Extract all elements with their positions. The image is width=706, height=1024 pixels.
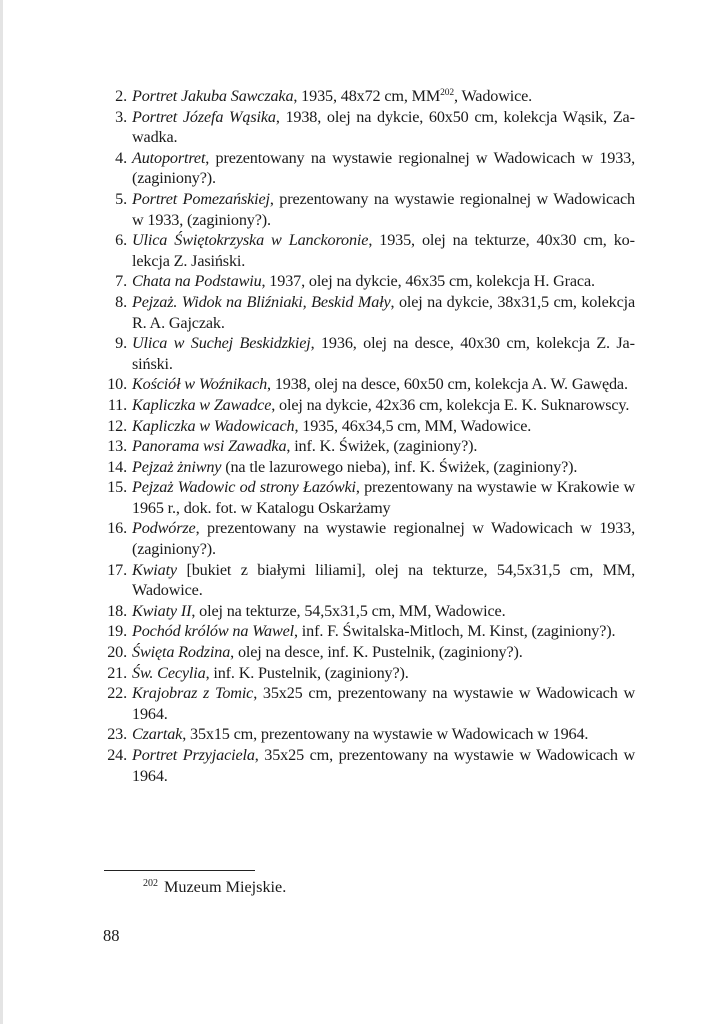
item-body [132,230,635,271]
item-body [132,416,635,437]
item-body [132,642,635,663]
item-details: , 35x25 cm, prezentowany na wystawie w Wadowicach w 1964. [132,746,636,785]
list-item [102,683,635,724]
item-body [132,395,635,416]
item-details: , 1935, 48x72 cm, MM [293,87,441,105]
list-item [102,416,635,437]
item-details: , prezentowany na wystawie regionalnej w Wadowicach w 1933, (zaginiony?). [132,189,635,229]
list-item [102,271,635,292]
item-body [132,86,635,107]
list-item [102,374,635,395]
item-details: , prezentowany na wystawie regionalnej w Wadowicach w 1933, (zaginiony?). [132,148,635,188]
item-title: Pochód królów na Wawel [132,622,295,641]
list-item [102,107,635,148]
list-item [102,333,635,374]
item-number: 5. [115,189,127,208]
item-title: Chata na Podstawiu [132,272,262,291]
item-title: Autoportret [132,148,206,167]
item-body [132,271,635,292]
item-details: , 1938, olej na desce, 60x50 cm, kolekcja A. W. Gawęda. [267,375,628,394]
item-number: 2. [115,87,127,105]
item-title: Kapliczka w Zawadce [132,395,272,414]
item-details: , inf. K. Pustelnik, (zaginiony?). [205,663,409,682]
item-number: 11. [107,395,127,414]
item-number: 9. [115,334,127,353]
item-title: Portret Józefa Wąsika [132,107,276,126]
item-body [132,436,635,457]
item-body [132,292,635,333]
list-item [102,560,635,601]
item-details: , 1935, 46x34,5 cm, MM, Wadowice. [294,416,532,435]
item-title: Podwórze [132,519,196,538]
list-item [102,724,635,745]
list-item [102,230,635,271]
item-number: 6. [115,231,127,250]
item-number: 17. [107,560,127,579]
item-title: Pejzaż. Widok na Bliźniaki, Beskid Mały [132,292,391,311]
item-title: Pejzaż Wadowic od strony Łazówki [132,478,356,497]
footnote-text: Muzeum Miejskie. [164,878,287,896]
item-body [132,724,635,745]
item-number: 4. [115,148,127,167]
footnote-reference[interactable]: 202 [440,88,454,98]
item-details: , olej na dykcie, 42x36 cm, kolekcja E. K. Suknarowscy. [271,395,630,414]
item-title: Kościół w Woźnikach [132,375,268,394]
item-body [132,745,635,786]
item-number: 23. [107,725,127,744]
list-item [102,642,635,663]
item-number: 18. [107,601,127,620]
item-number: 13. [107,437,127,456]
list-item [102,148,635,189]
item-title: Panorama wsi Zawadka [132,437,287,456]
item-body [132,477,635,518]
item-details: , inf. K. Świżek, (zaginiony?). [286,437,478,456]
item-body [132,560,635,601]
item-body [132,107,635,148]
list-item [102,86,635,107]
item-body [132,601,635,622]
item-title: Kapliczka w Wadowicach [132,416,295,435]
item-number: 3. [115,107,127,126]
item-number: 10. [107,375,127,394]
footnote [143,877,286,897]
list-item [102,292,635,333]
item-body [132,189,635,230]
item-body [132,457,635,478]
item-number: 15. [107,478,127,497]
item-details-tail: , Wadowice. [453,87,533,105]
list-item [102,395,635,416]
item-number: 21. [107,663,127,682]
item-details: , olej na dykcie, 38x31,5 cm, kolekcja R. A. Gajczak. [132,292,635,332]
item-title: Ulica Świętokrzyska w Lanckoronie [132,231,369,250]
item-number: 12. [107,416,127,435]
item-details: , olej na tekturze, 54,5x31,5 cm, MM, Wadowice. [191,601,506,620]
item-body [132,333,635,374]
artwork-list [102,86,635,786]
item-details: [bukiet z białymi liliami], olej na tekturze, 54,5x31,5 cm, MM, Wadowice. [132,560,635,600]
list-item [102,477,635,518]
item-title: Portret Przyjaciela [132,746,255,764]
item-title: Święta Rodzina [132,643,231,662]
item-body [132,148,635,189]
item-body [132,621,635,642]
item-details: , prezentowany na wystawie regionalnej w Wadowicach w 1933, (zaginiony?). [132,519,635,559]
list-item [102,601,635,622]
list-item [102,189,635,230]
item-body [132,374,635,395]
item-number: 8. [115,292,127,311]
item-title: Krajobraz z Tomic [132,684,254,703]
item-body [132,518,635,559]
page-edge-shadow [0,0,3,1024]
item-body [132,683,635,724]
item-details: , olej na desce, inf. K. Pustelnik, (zaginiony?). [230,643,523,662]
footnote-separator [104,870,255,871]
item-number: 22. [107,684,127,703]
item-title: Kwiaty [132,560,177,579]
footnote-marker: 202 [143,878,158,889]
list-item [102,663,635,684]
item-details: , inf. F. Świtalska-Mitloch, M. Kinst, (zaginiony?). [294,622,616,641]
item-body [132,663,635,684]
item-details: , prezentowany na wystawie w Krakowie w 1965 r., dok. fot. w Katalogu Oskarżamy [132,478,635,517]
item-title: Czartak [132,725,183,744]
list-item [102,457,635,478]
item-details: , 1936, olej na desce, 40x30 cm, kolekcja Z. Jasiński. [132,334,635,373]
item-title: Portret Jakuba Sawczaka [132,87,294,105]
item-number: 20. [107,643,127,662]
item-number: 14. [107,457,127,476]
page-number: 88 [103,926,120,945]
item-details: , 35x25 cm, prezentowany na wystawie w Wadowicach w 1964. [132,684,635,723]
list-item [102,745,635,786]
item-number: 7. [115,272,127,291]
item-title: Kwiaty II [132,601,192,620]
item-number: 19. [107,622,127,641]
item-details: , 1938, olej na dykcie, 60x50 cm, kolekcja Wąsik, Zawadka. [132,107,635,147]
item-title: Ulica w Suchej Beskidzkiej [132,334,311,353]
list-item [102,436,635,457]
list-item [102,621,635,642]
item-details: (na tle lazurowego nieba), inf. K. Świżek, (zaginiony?). [221,457,578,476]
item-details: , 1935, olej na tekturze, 40x30 cm, kolekcja Z. Jasiński. [132,231,635,270]
item-details: , 35x15 cm, prezentowany na wystawie w Wadowicach w 1964. [182,725,589,744]
item-title: Portret Pomezańskiej [132,189,270,208]
item-details: , 1937, olej na dykcie, 46x35 cm, kolekcja H. Graca. [261,272,595,291]
item-title: Św. Cecylia [132,663,206,682]
list-item [102,518,635,559]
item-number: 16. [107,519,127,538]
item-title: Pejzaż żniwny [132,457,222,476]
item-number: 24. [107,746,127,764]
